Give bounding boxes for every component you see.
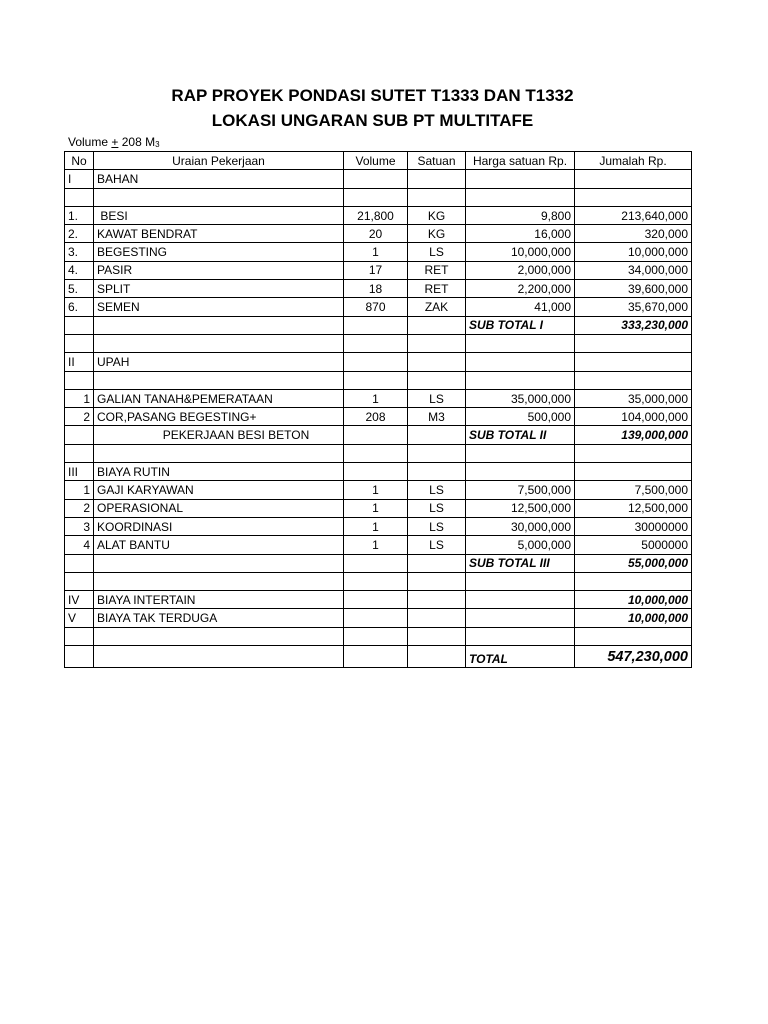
table-row bbox=[65, 206, 692, 224]
item-uraian-continuation: PEKERJAAN BESI BETON bbox=[94, 426, 344, 444]
item-volume: 1 bbox=[344, 389, 408, 407]
empty-row bbox=[65, 627, 692, 645]
volume-label: Volume bbox=[68, 135, 109, 149]
document-subtitle: LOKASI UNGARAN SUB PT MULTITAFE bbox=[211, 111, 534, 130]
item-no: 2. bbox=[65, 225, 94, 243]
table-row bbox=[65, 280, 692, 298]
item-uraian: PASIR bbox=[94, 261, 344, 279]
item-jumlah: 34,000,000 bbox=[575, 261, 692, 279]
item-satuan: M3 bbox=[408, 408, 466, 426]
item-no: 3. bbox=[65, 243, 94, 261]
section-no: III bbox=[65, 463, 94, 481]
item-harga: 2,200,000 bbox=[466, 280, 575, 298]
item-uraian: COR,PASANG BEGESTING+ bbox=[94, 408, 344, 426]
item-volume: 1 bbox=[344, 536, 408, 554]
item-satuan: ZAK bbox=[408, 298, 466, 316]
table-row bbox=[65, 481, 692, 499]
item-satuan: LS bbox=[408, 243, 466, 261]
section-row-rutin bbox=[65, 463, 692, 481]
budget-table bbox=[64, 151, 692, 668]
header-jumlah: Jumalah Rp. bbox=[575, 152, 692, 170]
item-uraian: GAJI KARYAWAN bbox=[94, 481, 344, 499]
item-volume: 1 bbox=[344, 481, 408, 499]
item-harga: 30,000,000 bbox=[466, 517, 575, 535]
volume-unit-subscript: 3 bbox=[155, 140, 160, 149]
item-jumlah: 10,000,000 bbox=[575, 243, 692, 261]
item-volume: 870 bbox=[344, 298, 408, 316]
subtotal-row-1 bbox=[65, 316, 692, 334]
section-label: BIAYA INTERTAIN bbox=[94, 591, 344, 609]
empty-row bbox=[65, 572, 692, 590]
item-no: 4 bbox=[65, 536, 94, 554]
section-row-takterduga bbox=[65, 609, 692, 627]
item-satuan: KG bbox=[408, 206, 466, 224]
table-row bbox=[65, 536, 692, 554]
section-no: V bbox=[65, 609, 94, 627]
table-row bbox=[65, 261, 692, 279]
item-no: 1 bbox=[65, 389, 94, 407]
section-label: BIAYA TAK TERDUGA bbox=[94, 609, 344, 627]
item-uraian: SEMEN bbox=[94, 298, 344, 316]
total-label: TOTAL bbox=[466, 646, 575, 668]
empty-row bbox=[65, 371, 692, 389]
section-jumlah: 10,000,000 bbox=[575, 609, 692, 627]
item-jumlah: 7,500,000 bbox=[575, 481, 692, 499]
section-label: BAHAN bbox=[94, 170, 344, 188]
section-label: BIAYA RUTIN bbox=[94, 463, 344, 481]
item-volume: 18 bbox=[344, 280, 408, 298]
item-harga: 5,000,000 bbox=[466, 536, 575, 554]
item-harga: 10,000,000 bbox=[466, 243, 575, 261]
item-harga: 12,500,000 bbox=[466, 499, 575, 517]
volume-note bbox=[68, 135, 160, 149]
document-title: RAP PROYEK PONDASI SUTET T1333 DAN T1332 bbox=[171, 86, 574, 105]
item-uraian: GALIAN TANAH&PEMERATAAN bbox=[94, 389, 344, 407]
item-volume: 20 bbox=[344, 225, 408, 243]
item-volume: 1 bbox=[344, 499, 408, 517]
header-no: No bbox=[65, 152, 94, 170]
table-row bbox=[65, 408, 692, 426]
section-row-bahan bbox=[65, 170, 692, 188]
item-jumlah: 104,000,000 bbox=[575, 408, 692, 426]
item-no: 4. bbox=[65, 261, 94, 279]
item-volume: 21,800 bbox=[344, 206, 408, 224]
item-satuan: RET bbox=[408, 280, 466, 298]
item-satuan: RET bbox=[408, 261, 466, 279]
item-jumlah: 5000000 bbox=[575, 536, 692, 554]
item-jumlah: 39,600,000 bbox=[575, 280, 692, 298]
item-harga: 500,000 bbox=[466, 408, 575, 426]
subtotal-row-3 bbox=[65, 554, 692, 572]
volume-value: 208 M bbox=[121, 135, 156, 149]
item-harga: 7,500,000 bbox=[466, 481, 575, 499]
item-harga: 16,000 bbox=[466, 225, 575, 243]
section-row-intertain bbox=[65, 591, 692, 609]
item-no: 1. bbox=[65, 206, 94, 224]
item-no: 6. bbox=[65, 298, 94, 316]
item-jumlah: 30000000 bbox=[575, 517, 692, 535]
total-value: 547,230,000 bbox=[575, 646, 692, 668]
item-harga: 35,000,000 bbox=[466, 389, 575, 407]
plus-minus-sign: + bbox=[111, 135, 119, 149]
item-volume: 1 bbox=[344, 243, 408, 261]
item-jumlah: 35,000,000 bbox=[575, 389, 692, 407]
subtotal-2-label: SUB TOTAL II bbox=[466, 426, 575, 444]
table-row bbox=[65, 225, 692, 243]
item-satuan: LS bbox=[408, 536, 466, 554]
item-jumlah: 320,000 bbox=[575, 225, 692, 243]
header-satuan: Satuan bbox=[408, 152, 466, 170]
item-volume: 1 bbox=[344, 517, 408, 535]
table-row bbox=[65, 517, 692, 535]
item-harga: 41,000 bbox=[466, 298, 575, 316]
item-volume: 208 bbox=[344, 408, 408, 426]
item-satuan: KG bbox=[408, 225, 466, 243]
item-uraian: OPERASIONAL bbox=[94, 499, 344, 517]
item-uraian: BESI bbox=[94, 206, 344, 224]
item-jumlah: 213,640,000 bbox=[575, 206, 692, 224]
item-no: 3 bbox=[65, 517, 94, 535]
subtotal-1-value: 333,230,000 bbox=[575, 316, 692, 334]
item-harga: 2,000,000 bbox=[466, 261, 575, 279]
subtotal-row-2 bbox=[65, 426, 692, 444]
section-no: IV bbox=[65, 591, 94, 609]
item-volume: 17 bbox=[344, 261, 408, 279]
item-uraian: KOORDINASI bbox=[94, 517, 344, 535]
header-harga: Harga satuan Rp. bbox=[466, 152, 575, 170]
item-jumlah: 35,670,000 bbox=[575, 298, 692, 316]
item-no: 2 bbox=[65, 408, 94, 426]
empty-row bbox=[65, 444, 692, 462]
header-volume: Volume bbox=[344, 152, 408, 170]
table-row bbox=[65, 389, 692, 407]
header-uraian: Uraian Pekerjaan bbox=[94, 152, 344, 170]
section-no: I bbox=[65, 170, 94, 188]
table-row bbox=[65, 499, 692, 517]
item-uraian: KAWAT BENDRAT bbox=[94, 225, 344, 243]
empty-row bbox=[65, 188, 692, 206]
item-no: 5. bbox=[65, 280, 94, 298]
item-jumlah: 12,500,000 bbox=[575, 499, 692, 517]
item-uraian: SPLIT bbox=[94, 280, 344, 298]
section-no: II bbox=[65, 353, 94, 371]
item-no: 2 bbox=[65, 499, 94, 517]
item-satuan: LS bbox=[408, 499, 466, 517]
subtotal-1-label: SUB TOTAL I bbox=[466, 316, 575, 334]
empty-row bbox=[65, 334, 692, 352]
section-row-upah bbox=[65, 353, 692, 371]
item-uraian: BEGESTING bbox=[94, 243, 344, 261]
item-satuan: LS bbox=[408, 389, 466, 407]
subtotal-2-value: 139,000,000 bbox=[575, 426, 692, 444]
item-satuan: LS bbox=[408, 517, 466, 535]
table-row bbox=[65, 298, 692, 316]
section-jumlah: 10,000,000 bbox=[575, 591, 692, 609]
grand-total-row bbox=[65, 646, 692, 668]
item-no: 1 bbox=[65, 481, 94, 499]
table-header-row bbox=[65, 152, 692, 170]
subtotal-3-value: 55,000,000 bbox=[575, 554, 692, 572]
item-satuan: LS bbox=[408, 481, 466, 499]
section-label: UPAH bbox=[94, 353, 344, 371]
table-row bbox=[65, 243, 692, 261]
item-harga: 9,800 bbox=[466, 206, 575, 224]
subtotal-3-label: SUB TOTAL III bbox=[466, 554, 575, 572]
item-uraian: ALAT BANTU bbox=[94, 536, 344, 554]
